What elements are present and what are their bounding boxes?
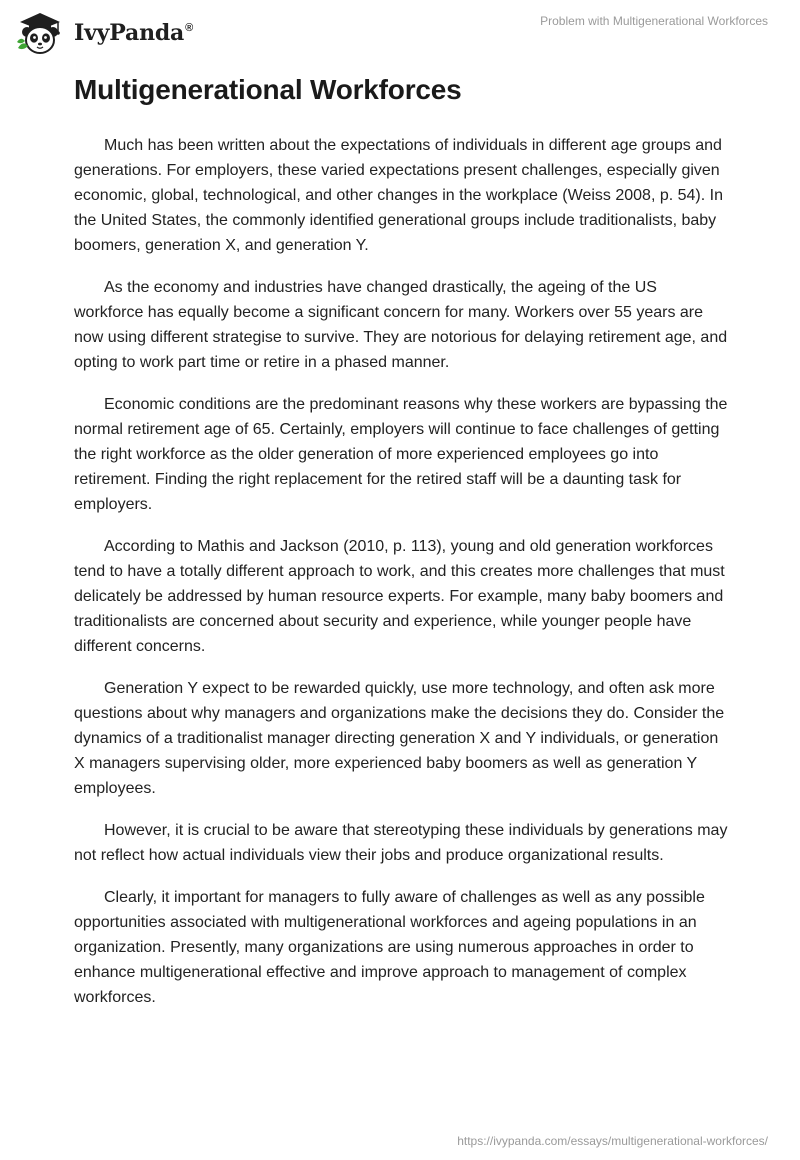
registered-mark: ® xyxy=(185,22,194,34)
header-document-title: Problem with Multigenerational Workforces xyxy=(540,14,768,28)
paragraph: According to Mathis and Jackson (2010, p. 113), young and old generation workforces tend to have a totally different approach to work, and this creates more challenges that must delicately be addressed by human resource experts. For example, many baby boomers and traditionalists are concerned about security and experience, while younger people have different concerns. xyxy=(74,538,725,655)
brand-logo[interactable] xyxy=(14,8,193,56)
source-url[interactable]: https://ivypanda.com/essays/multigenerational-workforces/ xyxy=(457,1134,768,1148)
paragraph: Clearly, it important for managers to fully aware of challenges as well as any possible opportunities associated with multigenerational workforces and ageing populations in an organization. Presently, many organizations are using numerous approaches in order to enhance multigenerational effective and improve approach to management of complex workforces. xyxy=(74,889,705,1006)
article-body xyxy=(74,133,728,1027)
paragraph: However, it is crucial to be aware that stereotyping these individuals by generations may not reflect how actual individuals view their jobs and produce organizational results. xyxy=(74,822,728,864)
paragraph: As the economy and industries have changed drastically, the ageing of the US workforce has equally become a significant concern for many. Workers over 55 years are now using different strategise to survive. They are notorious for delaying retirement age, and opting to work part time or retire in a phased manner. xyxy=(74,279,728,371)
brand-name: IvyPanda® xyxy=(74,20,194,46)
paragraph: Much has been written about the expectations of individuals in different age groups and generations. For employers, these varied expectations present challenges, especially given economic, global, technological, and other changes in the workplace (Weiss 2008, p. 54). In the United States, the commonly identified generational groups include traditionalists, baby boomers, generation X, and generation Y. xyxy=(74,137,723,254)
paragraph: Economic conditions are the predominant reasons why these workers are bypassing the normal retirement age of 65. Certainly, employers will continue to face challenges of getting the right workforce as the older generation of more experienced employees go into retirement. Finding the right replacement for the retired staff will be a daunting task for employers. xyxy=(74,396,728,513)
page-title: Multigenerational Workforces xyxy=(74,74,462,105)
panda-graduate-icon xyxy=(14,8,68,56)
paragraph: Generation Y expect to be rewarded quickly, use more technology, and often ask more questions about why managers and organizations make the decisions they do. Consider the dynamics of a traditionalist manager directing generation X and Y individuals, or generation X managers supervising older, more experienced baby boomers as well as generation Y employees. xyxy=(74,680,725,797)
